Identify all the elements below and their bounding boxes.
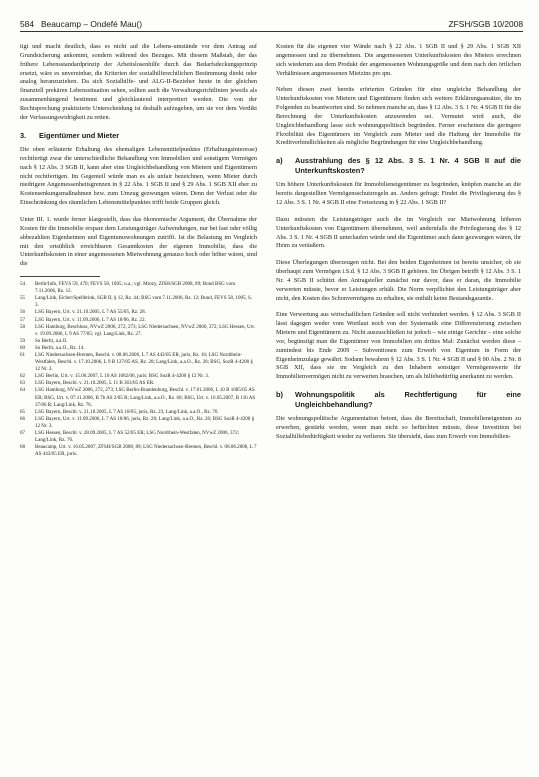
- paragraph: Die oben erläuterte Erhaltung des ehemaligen Lebensmittelpunktes (Erhaltungsinteresse) rechtfertigt zwar die unterschiedliche Behandlung von Immobilien und sonstigem Vermögen nach § 12 Abs. 3 SGB II, kann aber eine Ungleichbehandlung von Mietern und Eigentümern nicht rechtfertigen. Im Gegenteil würde man es als unfair bezeichnen, wenn Mieter durch niedrigere Angemessenheitsgrenzen in § 22 Abs. 1 SGB II und § 29 Abs. 1 SGB XII eher zu Kostensenkungsmaßnahmen bzw. zum Umzug gezwungen wären. Denn der Verlust oder die Einschränkung des räumlichen Lebensmittelpunktes trifft beide Gruppen gleich.: [20, 146, 257, 207]
- footnote-number: 55: [20, 295, 26, 302]
- subsection-number: b): [276, 390, 283, 400]
- footnote-text: Beaucamp, Urt. v. 16.05.2007, ZFSH/SGB 2008, 89; LSG Niedersachsen-Bremen, Beschl. v. 08.06.2006, L 7 AS 443/05 ER, juris.: [35, 444, 257, 458]
- footnote-number: 66: [20, 415, 26, 422]
- paragraph: Die wohnungspolitische Argumentation betont, dass die Bereitschaft, Immobilieneigentum zu erwerben, gestärkt werden, wenn man nicht so befürchten müsste, diese Investition bei Sozialhilfebedürftigkeit wieder zu verlieren. Sie übersieht, dass zum Erwerb von Immobilien-: [276, 415, 521, 440]
- page-header: [20, 18, 523, 30]
- footnote-text: LSG Hessen, Beschl. v. 28.09.2005, L 7 AS 52/05 ER; LSG Nordrhein-Westfalen, NVwZ 2006, 372; Lang/Link, Rz. 76.: [35, 430, 240, 444]
- paragraph: Eine Verwertung aus wirtschaftlichen Gründen soll nicht verhindert werden. § 12 Abs. 3 SGB II lässt dagegen weder vom Wortlaut noch von der Systematik eine Differenzierung zwischen Mietern und Eigentümern zu. Nicht auszuschließen ist jedoch – wie einige Gerichte – eine solche vor, begünstigt man die Eigentümer von Immobilien ein drittes Mal: Zunächst werden diese – zumindest bis Ende 2009 – Subventionen zum Erwerb von Eigentum in Form der Eigenheimzulage gewährt. Sodann bewahren § 12 Abs. 3 S. 1 Nr. 4 SGB II und § 90 Abs. 2 Nr. 8 SGB XII, dass sie im Vergleich zu den Inhabern sonstiger Vermögenswerte ihr Immobilienvermögen nicht zu verwerten brauchen, um als hilfebedürftig anerkannt zu werden.: [276, 311, 521, 381]
- subsection-heading: [276, 156, 521, 175]
- footnote-number: 59: [20, 337, 26, 344]
- footnote-text: LSG Bayern, Urt. v. 21.10.2005, L 7 AS 55/05, Rz. 28.: [35, 309, 146, 316]
- right-column: [276, 43, 521, 442]
- footnote-number: 57: [20, 316, 26, 323]
- footnote-text: LSG Bayern, Beschl. v. 21.10.2005, L 7 AS 18/05, juris, Rz. 23; Lang/Link, a.a.O., Rz. 76.: [35, 408, 219, 415]
- footnote-number: 68: [20, 444, 26, 451]
- footnote: [20, 295, 257, 309]
- footnote-text: Berlit/Info, FEVS 59, 470; FEVS 58, 1005; u.a.; vgl. Mrozy, ZfSH/SGB 2008, 89; Bund BSG vom 7.11.2006, Rz. 12.: [35, 281, 236, 295]
- footnote-number: 62: [20, 373, 26, 380]
- footnote: [20, 373, 257, 380]
- footnote-text: LSG Bayern, Beschl. v. 21.10.2005, L 11 B 363/05 AS ER.: [35, 380, 155, 387]
- footnote: [20, 430, 257, 444]
- paragraph: Kosten für die eigenen vier Wände nach § 22 Abs. 1 SGB II und § 29 Abs. 1 SGB XII angemessen und zu übernehmen. Die angemessenen Unterkunftskosten des Mieters errechnen sich wiederum aus dem Produkt der angemessenen Wohnungsgröße und dem nach den örtlichen Verhältnissen angemessenen Mietzins pro qm.: [276, 43, 521, 77]
- footnote: [20, 338, 257, 345]
- footnote: [20, 380, 257, 387]
- footnote-number: 67: [20, 430, 26, 437]
- footnote: [20, 409, 257, 416]
- footnote-text: LSG Berlin, Urt. v. 15.06.2007, L 10 AS 1082/06, juris; BSG SozR 4-4200 § 12 Nr. 3.: [35, 373, 210, 380]
- footnote: [20, 317, 257, 324]
- header-left: [20, 18, 142, 30]
- footnote-text: LSG Hamburg, Beschluss, NVwZ 2006, 272, 273; LSG Niedersachsen, NVwZ 2006, 372; LSG Hessen, Urt. v. 19.09.2006, L 9 AS 77/05; vgl. Lang/Link, Rz. 27.: [35, 323, 255, 337]
- section-title: Eigentümer und Mieter: [39, 130, 120, 140]
- footnote: [20, 324, 257, 338]
- footnote-number: 56: [20, 309, 26, 316]
- paragraph: tigt und macht deutlich, dass es nicht auf die Lebens-umstände vor dem Antrag auf Grundsicherung ankommt, sondern während des Bezuges. Mit diesem Maßstab, der das frühere Lebensstandardprinzip der Arbeitslosenhilfe durch das Bedarfsdeckungsprinzip ersetzt, wäre es unvereinbar, die Kriterien der sozialhilferechtlichen Bestimmung direkt oder analog heranzuziehen. Da sich Sozialhilfe- und ALG-II-Bezieher heute in der gleichen finanziell prekären Lebenssituation sehen, sollten auch die Verwaltungsrichtlinien jeweils als zusammenhängend bestimmt und gleichlautend interpretiert werden. Die von der Rechtsprechung praktizierte Unterscheidung ist deshalb aufzugeben, um sie vor dem Verdikt der Verfassungswidrigkeit zu retten.: [20, 43, 257, 121]
- subsection-number: a): [276, 156, 283, 166]
- footnote-text: LSG Bayern, Urt. v. 11.09.2006, L 7 AS 18/06, Rz. 22.: [35, 316, 146, 323]
- footnote: [20, 444, 257, 458]
- footnote: [20, 345, 257, 352]
- footnote-number: 54: [20, 281, 26, 288]
- footnote-text: Lang/Link, Eicher/Spellbrink, SGB II, § 12, Rz. 44; BSG vom 7.11.2006, Rz. 12; Bund, FEVS 58, 1005, S. 3.: [35, 295, 253, 309]
- footnote-number: 60: [20, 344, 26, 351]
- footnote-number: 64: [20, 387, 26, 394]
- footnote-number: 58: [20, 323, 26, 330]
- paragraph: Um höhere Unterkunftskosten für Immobilieneigentümer zu begründen, knüpfen manche an die bereits dargestellten Vermögensschutzregeln an. Anders gefragt: Findet die Privilegierung des § 12 Abs. 3 S. 1 Nr. 4 SGB II eine Fortsetzung in § 22 Abs. 1 SGB II?: [276, 181, 521, 206]
- subsection-heading: [276, 390, 521, 409]
- footnote-text: So Berlit, a.a.O.: [35, 337, 68, 344]
- footnote-number: 63: [20, 380, 26, 387]
- footnotes: [20, 281, 257, 458]
- page-number: 584: [20, 19, 34, 29]
- subsection-title: Wohnungspolitik als Rechtfertigung für eine Ungleichbehandlung?: [295, 390, 521, 409]
- footnote-rule: [20, 276, 100, 277]
- footnote-text: LSG Hamburg, NVwZ 2006, 272, 273; LSG Berlin-Brandenburg, Beschl. v. 17.01.2006, L 10 B 1085/05 AS ER; BSG, Urt. v. 07.11.2006, B 7b AS 2/05 R; Lang/Link, a.a.O., Rz. 60; BSG, Urt. v. 16.05.2007, B 11b AS 37/06 R; Lang/Link, Rz. 76.: [35, 387, 256, 408]
- footnote: [20, 416, 257, 430]
- footnote-text: So Berlit, a.a.O., Rz. 14.: [35, 344, 85, 351]
- footnote-number: 61: [20, 352, 26, 358]
- paragraph: Diese Überlegungen überzeugen nicht. Bei den beiden Eigenheimen ist bereits unsicher, ob sie überhaupt zum Vermögen i.S.d. § 12 Abs. 3 SGB II gehören. Im Übrigen betrifft § 12 Abs. 3 S. 1 Nr. 4 SGB II schützt den Antragsteller zunächst nur davor, dass er daran, die Immobilie verwerten müsste, bevor er Leistungen erhält. Die Norm verpflichtet den Leistungsträger aber nicht, den Kosten des Schonvermögens zu erhalten, sie enthält keine Bestandsgarantie.: [276, 259, 521, 302]
- paragraph: Dazu müssten die Leistungsträger auch die im Vergleich zur Mietwohnung höheren Unterkunftskosten von Eigentümern übernehmen, weil andernfalls die Privilegierung des § 12 Abs. 3 S. 1 Nr. 4 SGB II unterlaufen würde und die Eigentümer auch dann gezwungen wären, ihr Heim zu veräußern.: [276, 215, 521, 250]
- left-column: [20, 43, 257, 458]
- section-number: 3.: [20, 130, 27, 140]
- footnote-number: 65: [20, 408, 26, 415]
- footnote-text: LSG Bayern, Urt. v. 11.09.2006, L 7 AS 18/06, juris, Rz. 28; Lang/Link, a.a.O., Rz. 26; BSG SozR 4-4200 § 12 Nr. 3.: [35, 415, 255, 429]
- subsection-title: Ausstrahlung des § 12 Abs. 3 S. 1 Nr. 4 SGB II auf die Unterkunftskosten?: [295, 156, 521, 175]
- footnote-text: LSG Niedersachsen-Bremen, Beschl. v. 08.06.2006, L 7 AS 443/05 ER, juris, Rz. 16; LSG Nordrhein-Westfalen, Beschl. v. 17.10.2006, L 9 B 127/05 AS, Rz. 28; Lang/Link, a.a.O., Rz. 28; BSG, SozR 4-4200 § 12 Nr. 3.: [35, 352, 253, 373]
- article-author: Beaucamp – Ondefé Mau(): [40, 19, 142, 29]
- paragraph: Neben diesen zwei bereits erörterten Gründen für eine ungleiche Behandlung der Unterkunftskosten von Mietern und Eigentümern finden sich weitere Erklärungsansätze, die im Folgenden zu beantworten sind. So nehmen manche an, dass § 12 Abs. 3 S. 1 Nr. 4 SGB II für die Berechnung der Unterkunftskosten anzuwenden sei. Vermutet wird auch, die Ungleichbehandlung lasse sich wohnungspolitisch begründen. Ferner erscheinen die geringere Flexibilität des Eigentümers im Vergleich zum Mieter und die Haftung der Immobilie für Kreditverbindlichkeiten als mögliche Begründungen für eine Ungleichbehandlung.: [276, 86, 521, 147]
- footnote: [20, 281, 257, 295]
- footnote: [20, 352, 257, 373]
- header-rule: [20, 31, 523, 32]
- paragraph: Unter III. 1. wurde ferner klargestellt, dass das ökonomische Argument, die Übernahme der Kosten für die Immobilie erspare dem Leistungsträger Aufwendungen, nur bei fast oder völlig abbezahlten Eigenheimen und Eigentumswohnungen zutrifft. Ist die Belastung im Vergleich mit den ortsüblich erreichbaren Gesamtkosten der eigenen Immobilie, dass die Unterkunftskosten in einer angemessenen Mietwohnung genauso hoch oder höher wären, sind die: [20, 216, 257, 268]
- footnote: [20, 387, 257, 408]
- journal-issue: ZFSH/SGB 10/2008: [448, 19, 523, 29]
- footnote: [20, 309, 257, 316]
- section-heading: [20, 131, 257, 141]
